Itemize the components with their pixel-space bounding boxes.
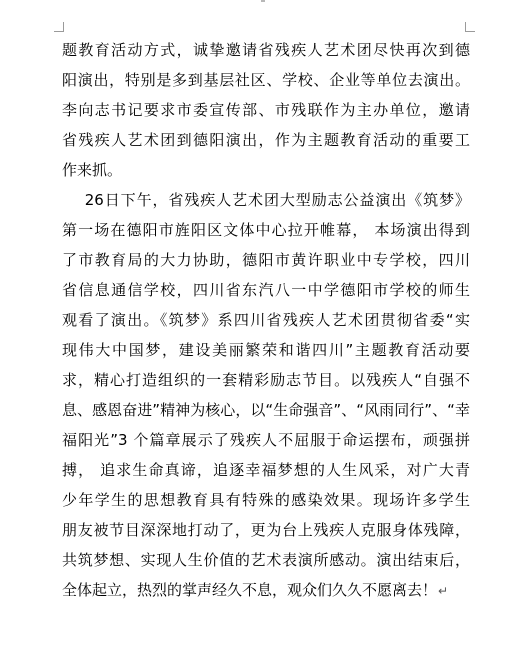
text-line: 求，精心打造组织的一套精彩励志节目。以残疾人“自强不 xyxy=(62,371,470,389)
text-line: 题教育活动方式，诚挚邀请省残疾人艺术团尽快再次到德 xyxy=(62,41,470,59)
paragraph-mark-icon: ↵ xyxy=(438,584,449,598)
final-line-text: 全体起立，热烈的掌声经久不息，观众们久久不愿离去！ xyxy=(62,581,438,599)
text-line: 省残疾人艺术团到德阳演出，作为主题教育活动的重要工 xyxy=(62,131,470,149)
text-line: 少年学生的思想教育具有特殊的感染效果。现场许多学生 xyxy=(62,491,470,509)
text-line: 26日下午，省残疾人艺术团大型励志公益演出《筑梦》 xyxy=(62,191,470,209)
top-edge-marker xyxy=(261,0,265,2)
text-line: 息、感恩奋进”精神为核心，以“生命强音”、“风雨同行”、“幸 xyxy=(62,401,470,419)
text-line: 观看了演出。《筑梦》系四川省残疾人艺术团贯彻省委“实 xyxy=(62,311,470,329)
text-line: 共筑梦想、实现人生价值的艺术表演所感动。演出结束后， xyxy=(62,551,470,569)
text-line-final xyxy=(62,578,470,602)
text-line: 第一场在德阳市旌阳区文体中心拉开帷幕， 本场演出得到 xyxy=(62,221,470,239)
text-line: 现伟大中国梦，建设美丽繁荣和谐四川”主题教育活动要 xyxy=(62,341,470,359)
text-line: 搏， 追求生命真谛，追逐幸福梦想的人生风采，对广大青 xyxy=(62,461,470,479)
margin-corner-mark-left xyxy=(54,22,64,32)
text-line: 了市教育局的大力协助，德阳市黄许职业中专学校，四川 xyxy=(62,251,470,269)
text-line: 省信息通信学校，四川省东汽八一中学德阳市学校的师生 xyxy=(62,281,470,299)
text-line: 阳演出，特别是多到基层社区、学校、企业等单位去演出。 xyxy=(62,71,470,89)
text-line: 作来抓。 xyxy=(62,161,123,179)
margin-corner-mark-right xyxy=(465,22,475,32)
text-line: 李向志书记要求市委宣传部、市残联作为主办单位，邀请 xyxy=(62,101,470,119)
text-line: 朋友被节目深深地打动了，更为台上残疾人克服身体残障， xyxy=(62,521,470,539)
text-line: 福阳光”3 个篇章展示了残疾人不屈服于命运摆布，顽强拼 xyxy=(62,431,470,449)
